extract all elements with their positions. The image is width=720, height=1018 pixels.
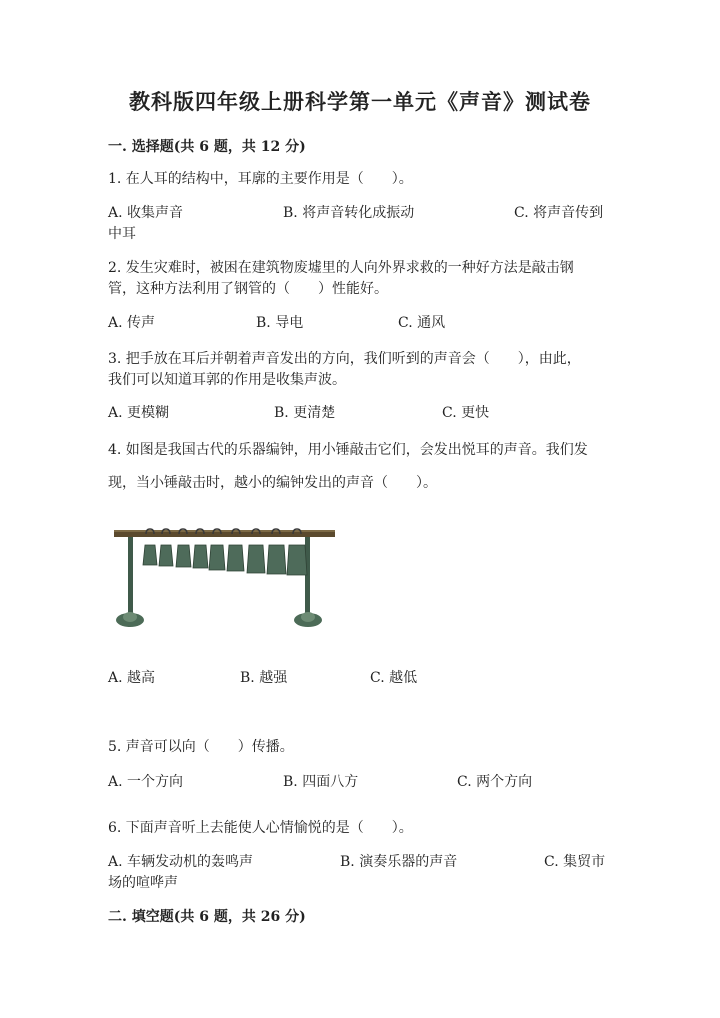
q6-option-c-wrap: 场的喧哗声	[108, 875, 178, 891]
bell-3	[176, 545, 191, 567]
q1-option-a: A. 收集声音	[108, 205, 184, 221]
q2-option-b: B. 导电	[256, 315, 304, 331]
q5-option-b: B. 四面八方	[283, 774, 359, 790]
question-1: 1. 在人耳的结构中，耳廓的主要作用是（ ）。	[108, 171, 413, 187]
bell-7	[247, 545, 265, 573]
question-3-line-1: 3. 把手放在耳后并朝着声音发出的方向，我们听到的声音会（ ），由此，	[108, 351, 581, 367]
bell-frame-post-left	[128, 537, 133, 615]
bell-9	[287, 545, 307, 575]
q1-option-c-wrap: 中耳	[108, 226, 136, 242]
bell-8	[267, 545, 286, 574]
question-4-line-1: 4. 如图是我国古代的乐器编钟，用小锤敲击它们，会发出悦耳的声音。我们发	[108, 442, 588, 458]
bell-frame-post-right	[305, 537, 310, 615]
question-3-line-2: 我们可以知道耳郭的作用是收集声波。	[108, 372, 346, 388]
question-4-line-2: 现，当小锤敲击时，越小的编钟发出的声音（ ）。	[108, 475, 437, 491]
section-heading-fill: 二. 填空题(共 6 题，共 26 分)	[108, 909, 306, 925]
q6-option-a: A. 车辆发动机的轰鸣声	[108, 854, 254, 870]
section-heading-choice: 一. 选择题(共 6 题，共 12 分)	[108, 139, 306, 155]
q6-option-c: C. 集贸市	[544, 854, 606, 870]
q3-option-a: A. 更模糊	[108, 405, 170, 421]
q1-option-b: B. 将声音转化成振动	[283, 205, 415, 221]
q4-option-c: C. 越低	[370, 670, 418, 686]
bianzhong-bells-image	[112, 520, 337, 638]
page-title: 教科版四年级上册科学第一单元《声音》测试卷	[129, 89, 591, 114]
bell-1	[143, 545, 157, 565]
bell-2	[159, 545, 173, 566]
question-2-line-1: 2. 发生灾难时，被困在建筑物废墟里的人向外界求救的一种好方法是敲击钢	[108, 260, 574, 276]
question-6: 6. 下面声音听上去能使人心情愉悦的是（ ）。	[108, 820, 413, 836]
q4-option-b: B. 越强	[240, 670, 288, 686]
bell-5	[209, 545, 225, 570]
q2-option-a: A. 传声	[108, 315, 156, 331]
question-5: 5. 声音可以向（ ）传播。	[108, 739, 294, 755]
bell-6	[227, 545, 244, 571]
q4-option-a: A. 越高	[108, 670, 156, 686]
q5-option-a: A. 一个方向	[108, 774, 184, 790]
q3-option-b: B. 更清楚	[274, 405, 336, 421]
bell-4	[193, 545, 208, 568]
q2-option-c: C. 通风	[398, 315, 446, 331]
q5-option-c: C. 两个方向	[457, 774, 533, 790]
q1-option-c: C. 将声音传到	[514, 205, 604, 221]
question-2-line-2: 管，这种方法利用了钢管的（ ）性能好。	[108, 281, 388, 297]
q3-option-c: C. 更快	[442, 405, 490, 421]
q6-option-b: B. 演奏乐器的声音	[340, 854, 458, 870]
